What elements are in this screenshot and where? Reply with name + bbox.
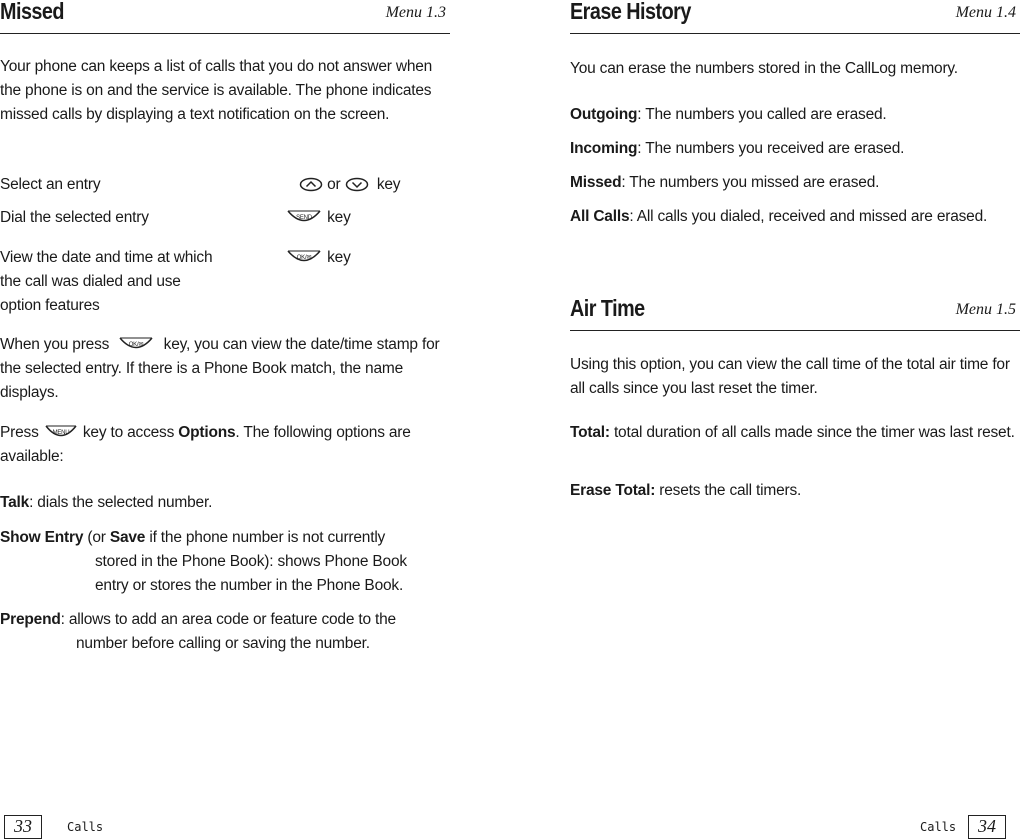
row-dial-keys (285, 206, 425, 230)
erase-item-outgoing (570, 103, 1015, 127)
key-word: key (327, 209, 351, 226)
send-key-icon (285, 208, 323, 228)
footer-section-label: Calls (920, 820, 957, 834)
erase-total-desc: resets the call timers. (655, 482, 802, 499)
left-page (0, 0, 450, 840)
down-nav-key-icon (345, 177, 369, 192)
air-time-total (570, 421, 1020, 445)
total-term: Total: (570, 424, 610, 441)
air-time-header (570, 297, 1020, 331)
row-select-label: Select an entry (0, 176, 101, 193)
press-post: key, you can view the date/time stamp for the selected entry. If there is a Phone Book match, the name displays. (0, 336, 440, 401)
erase-desc: : The numbers you called are erased. (637, 106, 887, 123)
erase-desc: : The numbers you received are erased. (637, 140, 905, 157)
erase-total-term: Erase Total: (570, 482, 656, 499)
page-number-box: 34 (968, 815, 1006, 839)
erase-item-incoming (570, 137, 1015, 161)
footer-section-label: Calls (67, 820, 104, 834)
key-word: key (376, 176, 401, 193)
total-desc: total duration of all calls made since the timer was last reset. (609, 424, 1015, 441)
option-show-entry (0, 526, 430, 598)
options-bold: Options (178, 424, 236, 441)
up-nav-key-icon (299, 177, 323, 192)
page-number-box: 33 (4, 815, 42, 839)
missed-title: Missed (0, 0, 64, 24)
options-pre: Press (0, 424, 39, 441)
option-save-term: Save (109, 529, 146, 546)
row-view-keys (285, 246, 425, 270)
press-ok-paragraph (0, 333, 445, 405)
erase-desc: : The numbers you missed are erased. (621, 174, 880, 191)
options-mid: key to access (82, 424, 175, 441)
row-select-keys (299, 173, 439, 197)
erase-term: Missed (570, 174, 622, 191)
missed-intro: Your phone can keeps a list of calls that you do not answer when the phone is on and the service is available. The phone indicates missed calls by displaying a text notification on the screen. (0, 58, 433, 123)
option-prepend (0, 608, 445, 656)
ok-key-icon (117, 335, 155, 355)
erase-item-all-calls (570, 205, 990, 229)
air-time-intro: Using this option, you can view the call time of the total air time for all calls since you last reset the timer. (570, 356, 1010, 397)
option-talk (0, 491, 445, 515)
right-page (570, 0, 1020, 840)
erase-history-title: Erase History (570, 0, 691, 24)
missed-menu-number: Menu 1.3 (385, 4, 446, 21)
key-word: key (327, 249, 351, 266)
option-term: Talk (0, 494, 30, 511)
row-view-label: View the date and time at which the call was dialed and use option features (0, 249, 213, 314)
erase-intro: You can erase the numbers stored in the CallLog memory. (570, 60, 958, 77)
press-pre: When you press (0, 336, 110, 353)
row-dial-label: Dial the selected entry (0, 209, 149, 226)
option-open: (or (83, 529, 110, 546)
options-post: . The following options are available: (0, 424, 411, 465)
or-word: or (327, 176, 341, 193)
erase-desc: : All calls you dialed, received and missed are erased. (629, 208, 988, 225)
svg-text:OK/✉: OK/✉ (296, 254, 312, 261)
option-term: Show Entry (0, 529, 84, 546)
air-time-title: Air Time (570, 295, 645, 321)
option-desc: if the phone number is not currently stored in the Phone Book): shows Phone Book entry or stores the number in the Phone Book. (95, 529, 407, 594)
svg-text:MENU: MENU (52, 429, 70, 436)
ok-key-icon (285, 248, 323, 268)
air-time-erase-total (570, 479, 1015, 503)
menu-key-icon (43, 423, 79, 443)
options-paragraph (0, 421, 450, 469)
option-desc: : allows to add an area code or feature code to the number before calling or saving the number. (60, 611, 396, 652)
erase-history-header (570, 0, 1020, 34)
svg-text:SEND: SEND (296, 214, 312, 221)
erase-term: Incoming (570, 140, 638, 157)
erase-term: All Calls (570, 208, 630, 225)
svg-text:OK/✉: OK/✉ (129, 341, 144, 348)
missed-header (0, 0, 450, 34)
option-term: Prepend (0, 611, 61, 628)
erase-history-menu-number: Menu 1.4 (955, 4, 1016, 21)
option-desc: : dials the selected number. (29, 494, 213, 511)
erase-term: Outgoing (570, 106, 638, 123)
air-time-menu-number: Menu 1.5 (955, 301, 1016, 318)
erase-item-missed (570, 171, 1015, 195)
